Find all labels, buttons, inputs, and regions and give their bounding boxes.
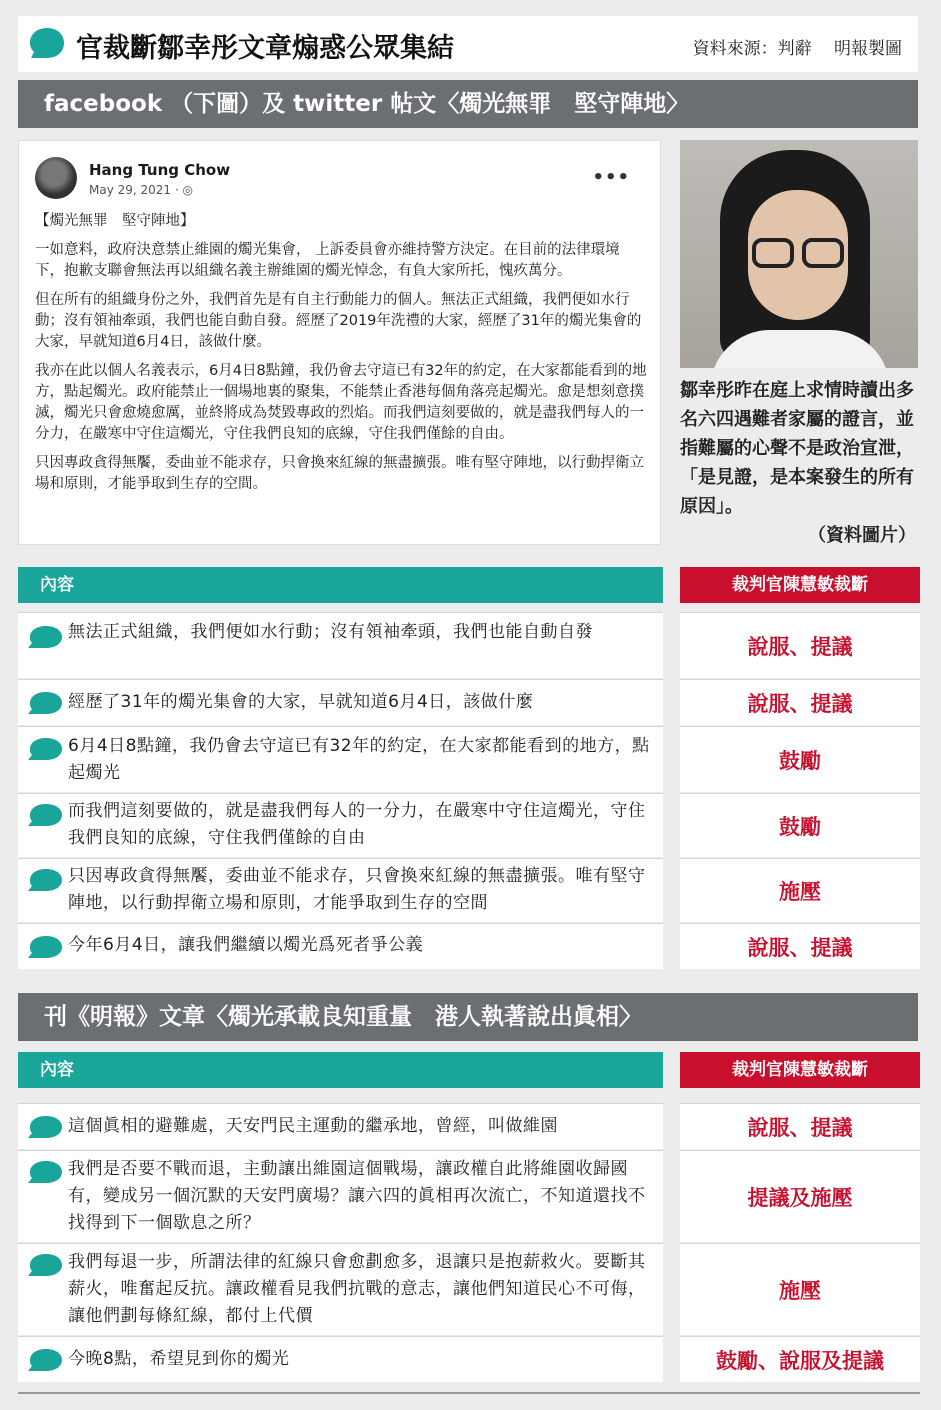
table1-header-content: 內容 — [18, 567, 663, 603]
ruling-label: 施壓 — [680, 1243, 920, 1335]
ruling-label: 鼓勵 — [680, 793, 920, 857]
table-row — [18, 1103, 920, 1149]
row-text: 今年6月4日，讓我們繼續以燭光爲死者爭公義 — [68, 935, 424, 955]
bottom-rule — [18, 1392, 920, 1394]
speech-bubble-icon — [24, 934, 64, 960]
ruling-label: 說服、提議 — [680, 612, 920, 678]
section-title-newspaper-article: 刊《明報》文章〈燭光承載良知重量 港人執著說出眞相〉 — [18, 993, 918, 1041]
portrait-photo — [680, 140, 918, 368]
speech-bubble-icon — [24, 736, 64, 762]
post-paragraph: 但在所有的組織身份之外，我們首先是有自主行動能力的個人。無法正式組織，我們便如水行動；沒有領袖牽頭，我們也能自動自發。經歷了2019年洗禮的大家，經歷了31年的燭光集會的大家，早就知道6月4日，該做什麼。 — [35, 292, 642, 350]
post-paragraph: 我亦在此以個人名義表示，6月4日8點鐘，我仍會去守這已有32年的約定，在大家都能看到的地方，點起燭光。政府能禁止一個場地裏的聚集，不能禁止香港每個角落亮起燭光。愈是想刻意撲滅，燭光只會愈燒愈厲，並終將成為焚毀專政的烈焰。而我們這刻要做的，就是盡我們每人的一分力，在嚴寒中守住這燭光，守住我們良知的底線，守住我們僅餘的自由。 — [35, 363, 647, 442]
post-paragraph: 【燭光無罪 堅守陣地】 — [35, 213, 195, 229]
speech-bubble-icon — [24, 624, 64, 650]
speech-bubble-icon — [28, 26, 66, 60]
avatar — [35, 157, 77, 199]
speech-bubble-icon — [24, 1114, 64, 1140]
section-title-social-posts: facebook （下圖）及 twitter 帖文〈燭光無罪 堅守陣地〉 — [18, 80, 918, 128]
row-text: 經歷了31年的燭光集會的大家，早就知道6月4日，該做什麼 — [68, 692, 534, 712]
table2-header-content: 內容 — [18, 1052, 663, 1088]
row-text: 我們每退一步，所謂法律的紅線只會愈劃愈多，退讓只是抱薪救火。要斷其薪火，唯奮起反抗。讓政權看見我們抗戰的意志，讓他們知道民心不可侮，讓他們劃每條紅線，都付上代價 — [68, 1252, 646, 1326]
table-row — [18, 612, 920, 678]
ruling-label: 鼓勵 — [680, 726, 920, 792]
post-date: May 29, 2021 · ◎ — [89, 183, 193, 197]
speech-bubble-icon — [24, 1159, 64, 1185]
row-text: 我們是否要不戰而退，主動讓出維園這個戰場，讓政權自此將維園收歸國有，變成另一個沉默的天安門廣場？讓六四的眞相再次流亡，不知道還找不找得到下一個歇息之所？ — [68, 1159, 646, 1233]
ruling-label: 說服、提議 — [680, 1103, 920, 1149]
speech-bubble-icon — [24, 1252, 64, 1278]
table-row — [18, 1150, 920, 1242]
ruling-label: 說服、提議 — [680, 679, 920, 725]
table1-header-ruling: 裁判官陳慧敏裁斷 — [680, 567, 920, 603]
row-text: 6月4日8點鐘，我仍會去守這已有32年的約定，在大家都能看到的地方，點起燭光 — [68, 736, 650, 783]
table-row — [18, 726, 920, 792]
ruling-label: 施壓 — [680, 858, 920, 922]
post-body — [35, 211, 647, 503]
more-options-icon: ••• — [592, 167, 630, 188]
row-text: 無法正式組織，我們便如水行動；沒有領袖牽頭，我們也能自動自發 — [68, 622, 593, 642]
ruling-label: 說服、提議 — [680, 923, 920, 969]
speech-bubble-icon — [24, 867, 64, 893]
page-title: 官裁斷鄒幸彤文章煽惑公眾集結 — [76, 33, 454, 64]
post-author: Hang Tung Chow — [89, 161, 231, 179]
source-credit: 資料來源：判辭 明報製圖 — [692, 39, 902, 59]
facebook-post — [18, 140, 661, 545]
table-row — [18, 1336, 920, 1382]
table-row — [18, 679, 920, 725]
table2-header-ruling: 裁判官陳慧敏裁斷 — [680, 1052, 920, 1088]
caption-text: 鄒幸彤昨在庭上求情時讀出多名六四遇難者家屬的證言，並指難屬的心聲不是政治宣泄，「是見證，是本案發生的所有原因」。 — [680, 380, 914, 517]
photo-caption — [680, 376, 920, 550]
post-paragraph: 一如意料，政府決意禁止維園的燭光集會， 上訴委員會亦維持警方決定。在目前的法律環境下，抱歉支聯會無法再以組織名義主辦維園的燭光悼念，有負大家所托，愧疚萬分。 — [35, 242, 620, 279]
ruling-label: 鼓勵、說服及提議 — [680, 1336, 920, 1382]
table-row — [18, 858, 920, 922]
caption-credit: （資料圖片） — [808, 525, 916, 546]
table-row — [18, 793, 920, 857]
row-text: 只因專政貪得無饜，委曲並不能求存，只會換來紅線的無盡擴張。唯有堅守陣地，以行動捍衛立場和原則，才能爭取到生存的空間 — [68, 866, 646, 913]
row-text: 而我們這刻要做的，就是盡我們每人的一分力，在嚴寒中守住這燭光，守住我們良知的底線，守住我們僅餘的自由 — [68, 801, 646, 848]
speech-bubble-icon — [24, 690, 64, 716]
table-row — [18, 923, 920, 969]
speech-bubble-icon — [24, 1347, 64, 1373]
speech-bubble-icon — [24, 802, 64, 828]
row-text: 這個眞相的避難處，天安門民主運動的繼承地，曾經，叫做維園 — [68, 1116, 558, 1136]
ruling-label: 提議及施壓 — [680, 1150, 920, 1242]
post-paragraph: 只因專政貪得無饜，委曲並不能求存，只會換來紅線的無盡擴張。唯有堅守陣地，以行動捍衛立場和原則，才能爭取到生存的空間。 — [35, 455, 644, 492]
table-row — [18, 1243, 920, 1335]
row-text: 今晚8點，希望見到你的燭光 — [68, 1349, 290, 1369]
header — [18, 16, 918, 72]
